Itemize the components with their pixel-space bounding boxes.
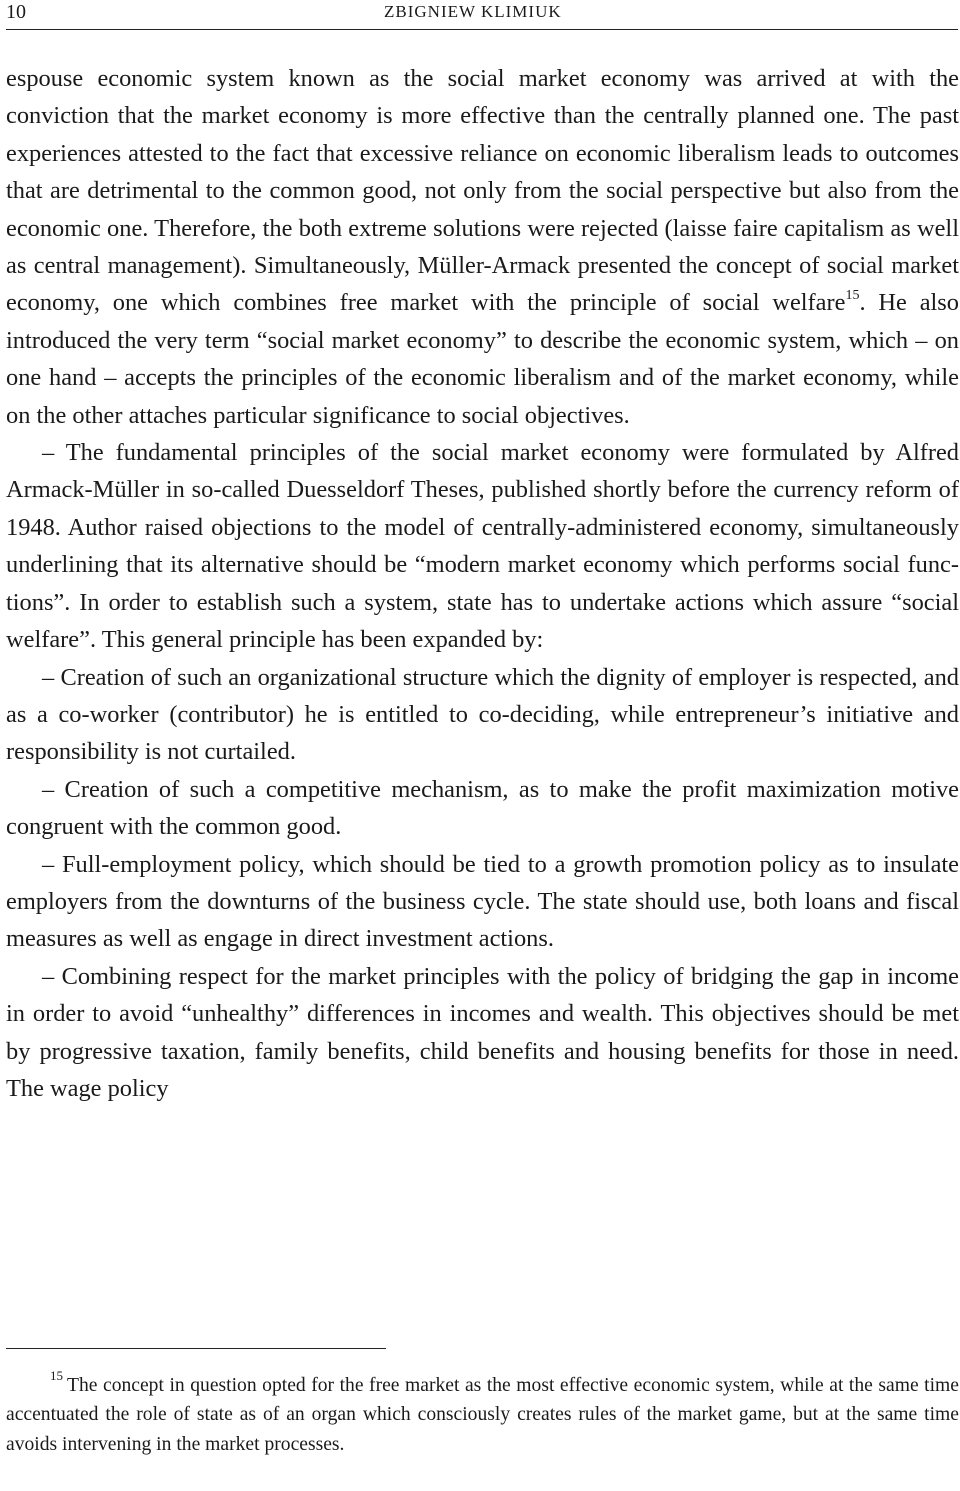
list-item-full-employment: – Full-employment policy, which should be tied to a growth promotion policy as to insulate employers from the downturns of the business cycle. The state should use, both loans and fiscal measures as well as engage in direct investment actions.: [6, 850, 959, 953]
running-header-author: ZBIGNIEW KLIMIUK: [384, 2, 562, 21]
running-header: [6, 0, 958, 30]
paragraph-2: – The fundamental principles of the social market economy were formulated by Alfred Armack-Müller in so-called Duesseldorf Theses, published shortly before the currency reform of 1948. Author raised objections to the model of centrally-administered economy, simultaneously underlining that its alternative should be “modern market economy which performs social functions”. In order to establish such a system, state has to undertake actions which assure “social welfare”. This general principle has been expanded by:: [6, 439, 959, 654]
body-text: [6, 60, 959, 1107]
paragraph-1: [6, 60, 959, 434]
footnote-text: The concept in question opted for the free market as the most effective economic system, while at the same time accentuated the role of state as of an organ which consciously creates rules of the market game, but at the same time avoids intervening in the market processes.: [6, 1375, 959, 1455]
paragraph-1-text-a: espouse economic system known as the social market economy was arrived at with the conviction that the market economy is more effective than the centrally planned one. The past experiences attested to the fact that excessive reliance on economic liberalism leads to outcomes that are detrimental to the common good, not only from the social perspective but also from the economic one. Therefore, the both extreme solutions were rejected (laisse faire capitalism as well as central management). Simultaneously, Müller-Armack presented the concept of social market economy, one which combines free market with the principle of social welfare: [6, 65, 959, 317]
list-item-income-gap: – Combining respect for the market principles with the policy of bridging the gap in income in order to avoid “unhealthy” differences in incomes and wealth. This objectives should be met by progressive taxation, family benefits, child benefits and housing benefits for those in need. The wage policy: [6, 962, 959, 1102]
list-item-competitive-mechanism: – Creation of such a competitive mechanism, as to make the profit maximization motive congruent with the common good.: [6, 775, 959, 841]
footnote: [6, 1368, 959, 1459]
footnote-divider: [6, 1348, 386, 1349]
footnote-reference: 15: [845, 288, 860, 304]
paragraph-1-text-b: . He also introduced the very term “social market economy” to describe the economic system, which – on one hand – accepts the principles of the economic liberalism and of the market economy, while on the other attaches particular significance to social objectives.: [6, 289, 959, 429]
list-item-organizational-structure: – Creation of such an organizational structure which the dignity of employer is respected, and as a co-worker (contributor) he is entitled to co-deciding, while entrepreneur’s initiative and responsibility is not curtailed.: [6, 663, 959, 766]
footnote-number: 15: [50, 1368, 63, 1384]
page-number: 10: [6, 1, 26, 23]
